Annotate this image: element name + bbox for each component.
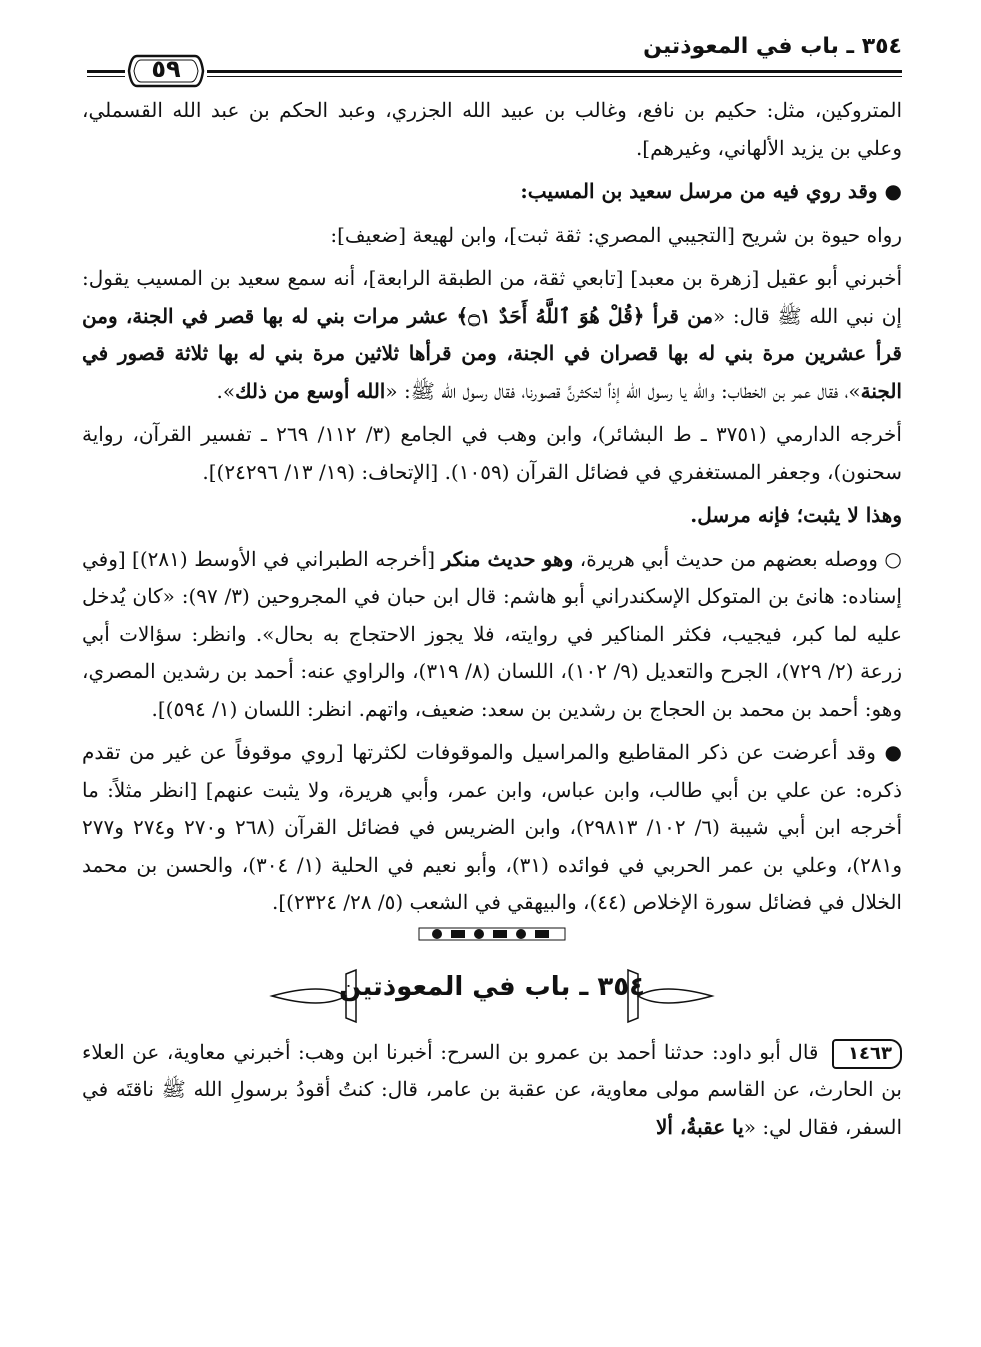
abu-hurayra-details: [أخرجه الطبراني في الأوسط (٢٨١)] [وفي إسناده: هانئ بن المتوكل الإسكندراني أبو هاشم: قال ابن حبان في المجروحين (٣/ ٩٧): «كان يُدخل عليه لما كبر، فيجيب، فكثر المناكير في روايته، فلا يجوز الاحتجاج به بحال». وانظر: سؤالات أبي زرعة (٢/ ٧٢٩)، الجرح والتعديل (٩/ ١٠٢)، اللسان (٨/ ٣١٩)، والراوي عنه: أحمد بن رشدين المصري، وهو: أحمد بن محمد بن الحجاج بن رشدين بن سعد: ضعيف، واتهم. انظر: اللسان (١/ ٥٩٤)].	[82, 546, 903, 721]
paragraph-maqati: ● وقد أعرضت عن ذكر المقاطيع والمراسيل والموقوفات لكثرتها [روي موقوفاً عن غير من تقدم ذكره: عن علي بن أبي طالب، وابن عباس، وابن عمر، وأبي هريرة، ولا يثبت عنهم] [انظر مثلاً: ما أخرجه ابن أبي شيبة (٦/ ١٠٢/ ٢٩٨١٣)، وابن الضريس في فضائل القرآن (٢٦٨ و٢٧٠ و٢٧٤ و٢٧٧ و٢٨١)، وعلي بن عمر الحربي في فوائده (٣١)، وأبو نعيم في الحلية (١/ ٣٠٤)، والحسن بن محمد الخلال في فضائل سورة الإخلاص (٤٤)، والبيهقي في الشعب (٥/ ٢٨/ ٢٣٢٤)].	[82, 740, 903, 914]
hadith-1463-bold: يا عقبةُ، ألا	[655, 1114, 744, 1139]
munkar-ruling-bold: وهو حديث منكر	[441, 546, 574, 571]
section-divider-ornament	[82, 922, 902, 954]
paragraph-takhrij: أخرجه الدارمي (٣٧٥١ ـ ط البشائر)، وابن وهب في الجامع (٣/ ١١٢/ ٢٦٩ ـ تفسير القرآن، رواية سحنون)، وجعفر المستغفري في فضائل القرآن (١٠٥٩). [الإتحاف: (١٩/ ١٣/ ٢٤٢٩٦)].	[82, 422, 902, 484]
running-header	[82, 30, 902, 92]
hadith-number-badge: ١٤٦٣	[832, 1039, 902, 1069]
chapter-heading	[82, 958, 902, 1034]
header-rule-left-thin	[87, 76, 125, 77]
header-rule	[207, 70, 902, 73]
hadith-1463-text: قال أبو داود: حدثنا أحمد بن عمرو بن السرح: أخبرنا ابن وهب: أخبرني معاوية، عن العلاء بن الحارث، عن القاسم مولى معاوية، عن عقبة بن عامر، قال: كنتُ أقودُ برسولِ الله ﷺ ناقتَه في السفر، فقال لي: «	[82, 1039, 902, 1139]
paragraph-abu-hurayra	[82, 541, 902, 729]
hadith-reply-bold: الله أوسع من ذلك	[235, 378, 386, 403]
hadith-matn-bold: من قرأ ﴿قُلْ هُوَ ٱللَّهُ أَحَدٌ ۝١﴾ عشر مرات بني له بها قصر في الجنة، ومن قرأ عشرين مرة بني له بها قصران في الجنة، ومن قرأها ثلاثين مرة بني له بها ثلاثة قصور في الجنة	[82, 303, 902, 403]
paragraph-mursal-heading: ● وقد روي فيه من مرسل سعيد بن المسيب:	[520, 179, 902, 203]
abu-hurayra-intro: ○ ووصله بعضهم من حديث أبي هريرة،	[573, 546, 902, 571]
chapter-title: ٣٥٤ ـ باب في المعوذتين	[339, 971, 645, 1002]
header-rule-thin	[207, 76, 902, 77]
ornament-icon	[417, 925, 567, 943]
paragraph-hadith-1463	[82, 1034, 902, 1147]
paragraph-haywa-chain: رواه حيوة بن شريح [التجيبي المصري: ثقة ثبت]، وابن لهيعة [ضعيف]:	[330, 222, 902, 247]
running-title: ٣٥٤ ـ باب في المعوذتين	[643, 34, 902, 59]
paragraph-ruling: وهذا لا يثبت؛ فإنه مرسل.	[690, 503, 902, 527]
hadith-chain-text: أخبرني أبو عقيل [زهرة بن معبد] [تابعي ثقة، من الطبقة الرابعة]، أنه سمع سعيد بن المسيب يقول: إن نبي الله ﷺ قال: «	[82, 266, 902, 328]
hadith-umar-text: »، فقال عمر بن الخطاب: والله يا رسول الله إذاً لتكثرنَّ قصورنا، فقال رسول الله ﷺ: «	[385, 378, 861, 403]
paragraph-narrators-list: المتروكين، مثل: حكيم بن نافع، وغالب بن عبيد الله الجزري، وعبد الحكم بن عبد الله القسملي، وعلي بن يزيد الألهاني، وغيرهم].	[82, 98, 902, 160]
paragraph-hadith-text	[82, 260, 902, 410]
page-number-badge	[127, 52, 205, 90]
header-rule-left	[87, 70, 125, 73]
page	[82, 30, 902, 1146]
hadith-closing: ».	[216, 378, 236, 403]
page-number: ٥٩	[151, 55, 181, 83]
